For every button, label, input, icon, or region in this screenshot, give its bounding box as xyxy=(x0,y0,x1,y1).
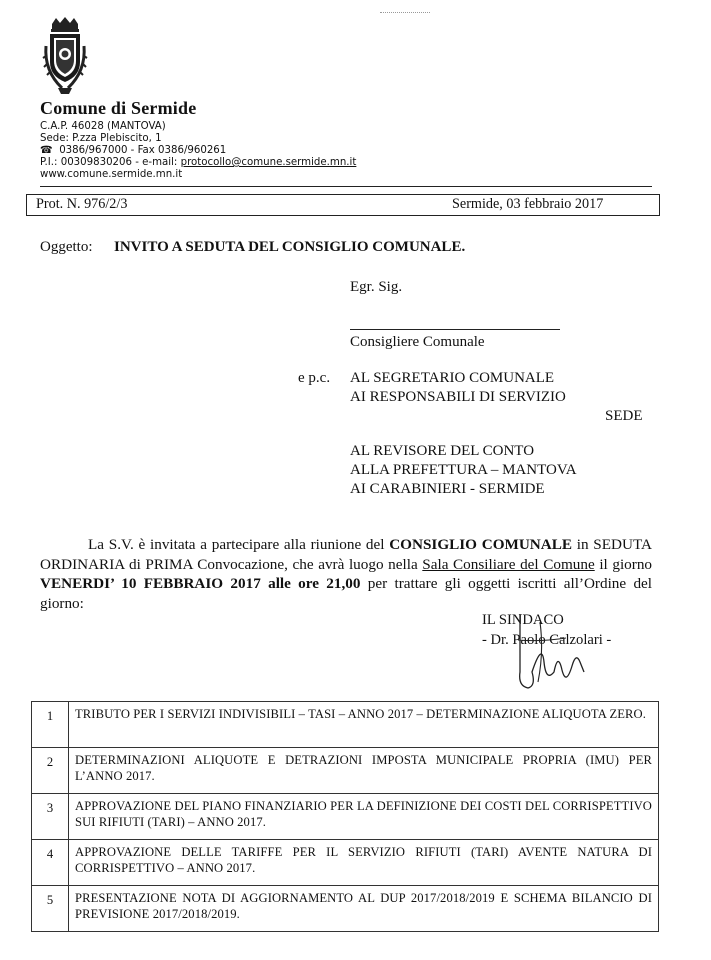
agenda-item-text: APPROVAZIONE DELLE TARIFFE PER IL SERVIZIO RIFIUTI (TARI) AVENTE NATURA DI CORRISPETTIVO – ANNO 2017. xyxy=(69,840,659,886)
mayor-title: IL SINDACO xyxy=(482,612,564,628)
vat-email-line xyxy=(40,157,356,169)
cc-secretary: AL SEGRETARIO COMUNALE xyxy=(350,370,555,386)
agenda-table xyxy=(31,701,659,932)
email-link[interactable]: protocollo@comune.sermide.mn.it xyxy=(180,157,357,168)
agenda-item-text: DETERMINAZIONI ALIQUOTE E DETRAZIONI IMPOSTA MUNICIPALE PROPRIA (IMU) PER L’ANNO 2017. xyxy=(69,748,659,794)
cc-label: e p.c. xyxy=(298,370,331,386)
agenda-row xyxy=(32,886,659,932)
header-divider xyxy=(40,186,652,187)
scan-mark xyxy=(380,12,430,13)
subject-text: INVITO A SEDUTA DEL CONSIGLIO COMUNALE. xyxy=(114,239,466,255)
agenda-row xyxy=(32,794,659,840)
protocol-number: Prot. N. 976/2/3 xyxy=(36,196,128,212)
cc-prefecture: ALLA PREFETTURA – MANTOVA xyxy=(350,462,577,478)
agenda-item-number: 4 xyxy=(32,840,69,886)
agenda-row xyxy=(32,840,659,886)
agenda-item-text: APPROVAZIONE DEL PIANO FINANZIARIO PER LA DEFINIZIONE DEI COSTI DEL CORRISPETTIVO SUI RIFIUTI (TARI) – ANNO 2017. xyxy=(69,794,659,840)
agenda-item-text: TRIBUTO PER I SERVIZI INDIVISIBILI – TASI – ANNO 2017 – DETERMINAZIONE ALIQUOTA ZERO. xyxy=(69,702,659,748)
agenda-item-number: 5 xyxy=(32,886,69,932)
telephone-icon: ☎ xyxy=(40,145,53,156)
agenda-item-number: 3 xyxy=(32,794,69,840)
handwritten-signature xyxy=(470,612,610,692)
cc-carabinieri: AI CARABINIERI - SERMIDE xyxy=(350,481,545,497)
invitation-paragraph: La S.V. è invitata a partecipare alla riunione del CONSIGLIO COMUNALE in SEDUTA ORDINARIA di PRIMA Convocazione, che avrà luogo nella Sala Consiliare del Comune il giorno VENERDI’ 10 FEBBRAIO 2017 alle ore 21,00 per trattare gli oggetti iscritti all’Ordine del giorno: xyxy=(40,536,653,612)
mayor-name: - Dr. Paolo Calzolari - xyxy=(482,631,612,648)
office-address: Sede: P.zza Plebiscito, 1 xyxy=(40,133,162,144)
cc-service-managers: AI RESPONSABILI DI SERVIZIO xyxy=(350,389,566,405)
agenda-row xyxy=(32,702,659,748)
agenda-item-number: 2 xyxy=(32,748,69,794)
postal-code: C.A.P. 46028 (MANTOVA) xyxy=(40,121,166,132)
phone-fax-line xyxy=(40,145,226,157)
subject-label: Oggetto: xyxy=(40,239,93,255)
council-name: CONSIGLIO COMUNALE xyxy=(389,536,573,553)
website-link[interactable]: www.comune.sermide.mn.it xyxy=(40,169,183,180)
meeting-date: VENERDI’ 10 FEBBRAIO 2017 alle ore 21,00 xyxy=(40,575,361,592)
meeting-location: Sala Consiliare del Comune xyxy=(422,555,595,573)
place-date: Sermide, 03 febbraio 2017 xyxy=(452,196,604,212)
cc-sede: SEDE xyxy=(605,408,643,424)
vat-number: P.I.: 00309830206 - e-mail: xyxy=(40,157,181,168)
agenda-item-number: 1 xyxy=(32,702,69,748)
municipality-name: Comune di Sermide xyxy=(40,98,197,118)
agenda-row xyxy=(32,748,659,794)
phone-fax-text: 0386/967000 - Fax 0386/960261 xyxy=(59,145,227,156)
greeting: Egr. Sig. xyxy=(350,279,403,295)
agenda-item-text: PRESENTAZIONE NOTA DI AGGIORNAMENTO AL DUP 2017/2018/2019 E SCHEMA BILANCIO DI PREVISIONE 2017/2018/2019. xyxy=(69,886,659,932)
municipal-crest-icon xyxy=(42,16,88,98)
recipient-name-line xyxy=(350,329,560,330)
recipient-role: Consigliere Comunale xyxy=(350,334,485,350)
cc-auditor: AL REVISORE DEL CONTO xyxy=(350,443,535,459)
